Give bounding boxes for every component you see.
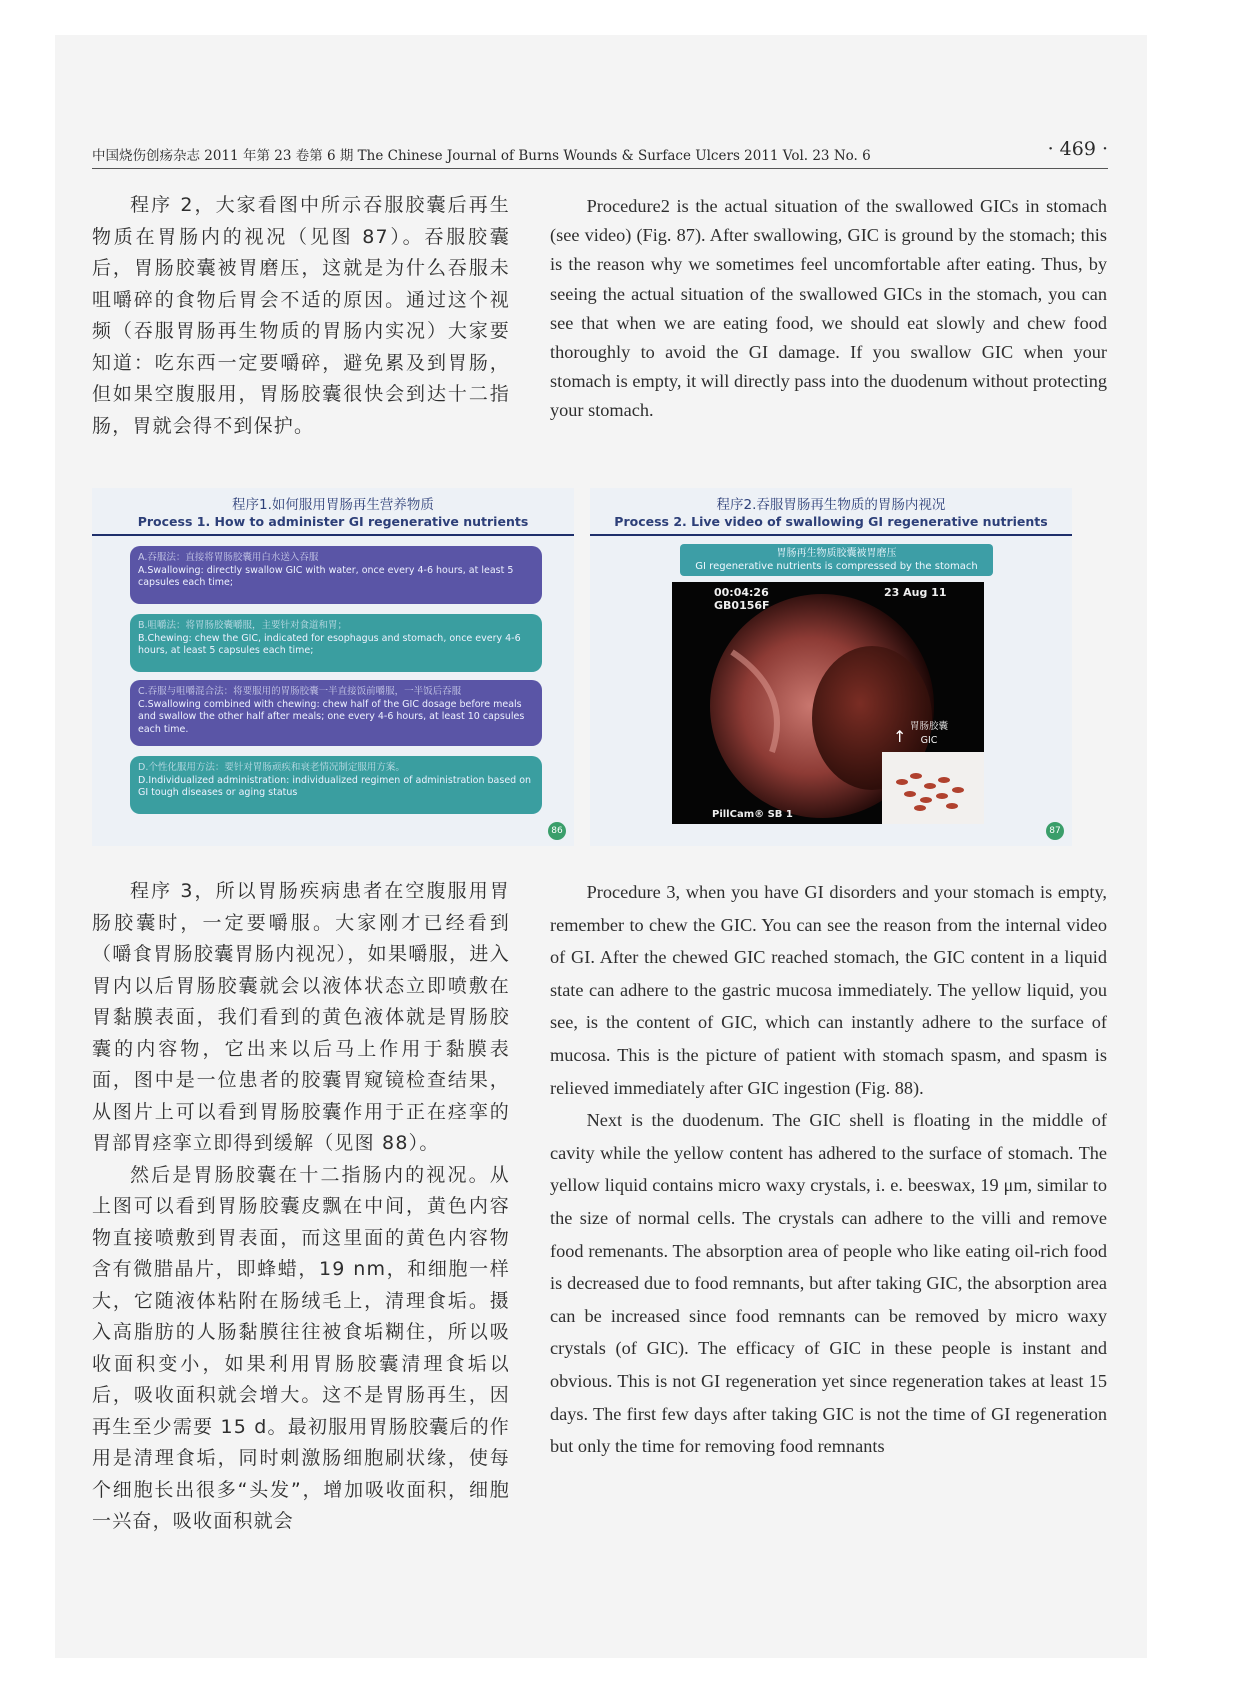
- figure-86: [92, 488, 574, 846]
- step-b-en: B.Chewing: chew the GIC, indicated for esophagus and stomach, once every 4-6 hours, at least 5 capsules each time;: [138, 632, 521, 656]
- bottom-en-column: [550, 876, 1107, 1463]
- capsules-icon: [882, 752, 984, 824]
- step-c-box: [130, 680, 542, 746]
- gic-label: [910, 720, 948, 748]
- figure-87: [590, 488, 1072, 846]
- video-caption-cn: 胃肠再生物质胶囊被胃磨压: [776, 548, 897, 559]
- bottom-en-paragraph-1: Procedure 3, when you have GI disorders and your stomach is empty, remember to chew the GIC. You can see the reason from the internal video of GI. After the chewed GIC reached stomach, the GIC content in a liquid state can adhere to the gastric mucosa immediately. The yellow liquid, you see, is the content of GIC, which can instantly adhere to the surface of mucosa. This is the picture of patient with stomach spasm, and spasm is relieved immediately after GIC ingestion (Fig. 88).: [550, 882, 1107, 1098]
- step-b-cn: B.咀嚼法：将胃肠胶囊嚼服，主要针对食道和胃；: [138, 620, 348, 631]
- figure-86-badge: 86: [548, 822, 566, 840]
- bottom-zh-paragraph-2: 然后是胃肠胶囊在十二指肠内的视况。从上图可以看到胃肠胶囊皮飘在中间，黄色内容物直接喷敷到胃表面，而这里面的黄色内容物含有微腊晶片，即蜂蜡，19 nm，和细胞一样大，它随液体粘附在肠绒毛上，清理食垢。摄入高脂肪的人肠黏膜往往被食垢糊住，所以吸收面积变小，如果利用胃肠胶囊清理食垢以后，吸收面积就会增大。这不是胃肠再生，因再生至少需要 15 d。最初服用胃肠胶囊后的作用是清理食垢，同时刺激肠细胞刷状缘，使每个细胞长出很多“头发”，增加吸收面积，细胞一兴奋，吸收面积就会: [92, 1163, 510, 1532]
- figure-87-title-en: Process 2. Live video of swallowing GI regenerative nutrients: [614, 514, 1048, 529]
- bottom-zh-paragraph-1: 程序 3，所以胃肠疾病患者在空腹服用胃肠胶囊时，一定要嚼服。大家刚才已经看到（嚼食胃肠胶囊胃肠内视况），如果嚼服，进入胃内以后胃肠胶囊就会以液体状态立即喷敷在胃黏膜表面，我们看到的黄色液体就是胃肠胶囊的内容物，它出来以后马上作用于黏膜表面，图中是一位患者的胶囊胃窥镜检查结果，从图片上可以看到胃肠胶囊作用于正在痉挛的胃部胃痉挛立即得到缓解（见图 88）。: [92, 880, 510, 1154]
- step-a-en: A.Swallowing: directly swallow GIC with water, once every 4-6 hours, at least 5 capsules each time;: [138, 564, 514, 588]
- arrow-up-icon: ↑: [893, 727, 907, 746]
- step-b-box: [130, 614, 542, 672]
- figure-86-title-cn: 程序1.如何服用胃肠再生营养物质: [232, 497, 434, 513]
- figure-87-badge: 87: [1046, 822, 1064, 840]
- step-d-en: D.Individualized administration: individualized regimen of administration based on GI tough diseases or aging status: [138, 774, 532, 798]
- endoscopy-video-frame: [672, 582, 984, 824]
- step-a-cn: A.吞服法：直接将胃肠胶囊用白水送入吞服: [138, 552, 319, 563]
- gic-label-en: GIC: [920, 735, 938, 746]
- timecode-value: 00:04:26: [714, 586, 769, 599]
- top-zh-column: [92, 190, 510, 442]
- running-header: [92, 138, 1108, 169]
- video-caption-box: [680, 544, 993, 576]
- top-en-paragraph: Procedure2 is the actual situation of the swallowed GICs in stomach (see video) (Fig. 87). After swallowing, GIC is ground by the stomach; this is the reason why we sometimes feel uncomfortable after eating. Thus, by seeing the actual situation of the swallowed GICs in the stomach, you can see that when we are eating food, we should eat slowly and chew food thoroughly to avoid the GI damage. If you swallow GIC when your stomach is empty, it will directly pass into the duodenum without protecting your stomach.: [550, 196, 1107, 421]
- top-zh-paragraph: 程序 2，大家看图中所示吞服胶囊后再生物质在胃肠内的视况（见图 87）。吞服胶囊后，胃肠胶囊被胃磨压，这就是为什么吞服未咀嚼碎的食物后胃会不适的原因。通过这个视频（吞服胃肠再生物质的胃肠内实况）大家要知道：吃东西一定要嚼碎，避免累及到胃肠，但如果空腹服用，胃肠胶囊很快会到达十二指肠，胃就会得不到保护。: [92, 194, 510, 437]
- figure-86-title: [92, 493, 574, 529]
- figure-87-title: [590, 493, 1072, 529]
- video-caption-en: GI regenerative nutrients is compressed by the stomach: [695, 561, 978, 572]
- figure-87-rule: [590, 534, 1072, 536]
- page-number: · 469 ·: [1047, 138, 1108, 160]
- device-label: PillCam® SB 1: [712, 809, 793, 820]
- journal-citation: 中国烧伤创疡杂志 2011 年第 23 卷第 6 期 The Chinese Journal of Burns Wounds & Surface Ulcers 2011 Vol. 23 No. 6: [92, 148, 871, 164]
- figure-87-title-cn: 程序2.吞服胃肠再生物质的胃肠内视况: [716, 497, 946, 513]
- video-timecode: [714, 586, 770, 612]
- step-d-box: [130, 756, 542, 814]
- step-c-cn: C.吞服与咀嚼混合法：将要服用的胃肠胶囊一半直接饭前嚼服，一半饭后吞服: [138, 686, 462, 697]
- step-d-cn: D.个性化服用方法：要针对胃肠顽疾和衰老情况制定服用方案。: [138, 762, 405, 773]
- step-a-box: [130, 546, 542, 604]
- top-en-column: [550, 192, 1107, 426]
- capsules-inset: [882, 752, 984, 824]
- step-c-en: C.Swallowing combined with chewing: chew half of the GIC dosage before meals and swallow the other half after meals; one every 4-6 hours, at least 10 capsules each time.: [138, 698, 525, 735]
- figure-86-rule: [92, 534, 574, 536]
- bottom-en-paragraph-2: Next is the duodenum. The GIC shell is floating in the middle of cavity while the yellow content has adhered to the surface of stomach. The yellow liquid contains micro waxy crystals, i. e. beeswax, 19 μm, similar to the size of normal cells. The crystals can adhere to the villi and remove food remenants. The absorption area of people who like eating oil-rich food is decreased due to food remnants, but after taking GIC, the absorption area can be increased since food remnants can be removed by micro waxy crystals (of GIC). The efficacy of GIC in these people is instant and obvious. This is not GI regeneration yet since regeneration takes at least 15 days. The first few days after taking GIC is not the time of GI regeneration but only the time for removing food remnants: [550, 1110, 1107, 1457]
- video-date: 23 Aug 11: [884, 586, 947, 599]
- gic-label-cn: 胃肠胶囊: [910, 721, 949, 732]
- video-code: GB0156F: [714, 599, 770, 612]
- bottom-zh-column: [92, 876, 510, 1538]
- figure-86-title-en: Process 1. How to administer GI regenerative nutrients: [137, 514, 529, 529]
